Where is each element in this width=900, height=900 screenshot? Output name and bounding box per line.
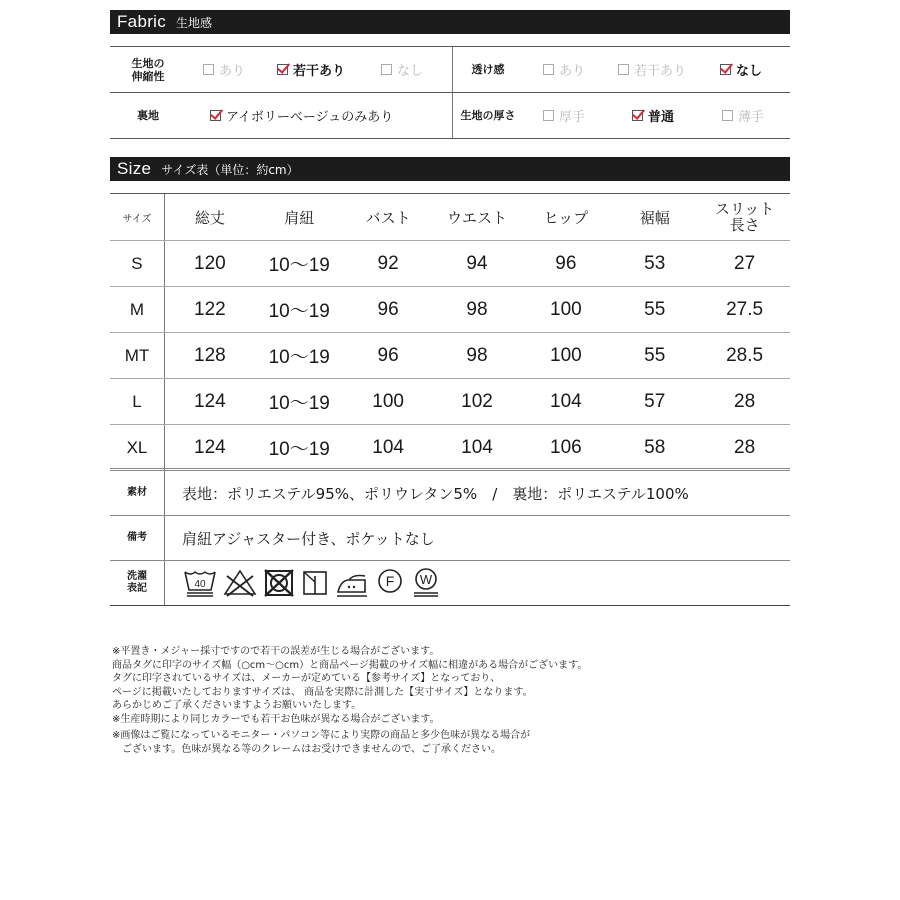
measurement-cell: 96 (555, 252, 577, 274)
iron-low-icon (335, 568, 369, 598)
measurement-cell: 10〜19 (268, 393, 330, 414)
checked-checkbox-icon (720, 64, 731, 75)
measurement-cell: 96 (377, 344, 399, 366)
measurement-cell: 122 (194, 298, 226, 320)
fabric-subtitle: 生地感 (176, 15, 213, 30)
table-row (110, 333, 790, 379)
fabric-row (110, 47, 790, 93)
note-line: あらかじめご了承くださいますようお願いいたします。 (112, 700, 362, 711)
lining-option (210, 93, 393, 138)
note-line: ※生産時期により同じカラーでも若干お色味が異なる場合がございます。 (112, 713, 440, 725)
fabric-row (110, 93, 790, 139)
fabric-table (110, 46, 790, 139)
measurement-cell: 104 (461, 436, 493, 458)
table-row (110, 379, 790, 425)
measurement-cell: 128 (194, 344, 226, 366)
note-line: ページに掲載いたしておりますサイズは、 商品を実際に計測した【実寸サイズ】となります。 (112, 686, 533, 698)
measurement-cell: 10〜19 (268, 439, 330, 460)
table-row (110, 287, 790, 333)
measurement-cell: 58 (644, 436, 666, 458)
remarks-label: 備考 (110, 516, 165, 560)
fabric-title: Fabric (117, 12, 167, 31)
header-strap: 肩紐 (284, 208, 315, 227)
option-label: 若干あり (293, 64, 346, 79)
size-label-cell: MT (110, 333, 165, 378)
header-slit-length: スリット 長さ (714, 200, 775, 234)
no-bleach-icon (223, 568, 257, 598)
note-line: ※平置き・メジャー採寸ですので若干の誤差が生じる場合がございます。 (112, 646, 440, 657)
header-hip: ヒップ (543, 208, 589, 227)
info-table (110, 468, 790, 606)
wet-clean-w-icon (411, 567, 441, 599)
measurement-cell: 28 (734, 390, 756, 412)
size-table-header (110, 194, 790, 241)
checkbox-icon (381, 64, 392, 75)
measurement-cell: 100 (550, 344, 582, 366)
measurement-cell: 10〜19 (268, 347, 330, 368)
header-bust: バスト (365, 208, 411, 227)
measurement-cell: 104 (372, 436, 404, 458)
stretch-option-none-yes (203, 47, 245, 92)
measurement-cell: 100 (550, 298, 582, 320)
no-tumble-dry-icon (263, 568, 295, 598)
lining-label: 裏地 (137, 109, 159, 122)
material-label: 素材 (110, 471, 165, 515)
care-row (110, 561, 790, 606)
option-label: なし (397, 64, 424, 79)
measurement-cell: 98 (466, 344, 488, 366)
measurement-cell: 94 (466, 252, 488, 274)
stretch-option-slight (277, 47, 345, 92)
checkbox-icon (543, 110, 554, 121)
measurement-cell: 27.5 (726, 298, 764, 320)
option-label: なし (736, 64, 763, 79)
sheer-option-slight (618, 47, 686, 92)
material-row (110, 471, 790, 516)
care-label: 洗濯 表記 (110, 561, 165, 605)
table-row (110, 241, 790, 287)
size-header-bar (110, 157, 790, 181)
thickness-option-thin (722, 93, 764, 138)
header-hem-width: 裾幅 (639, 208, 670, 227)
checked-checkbox-icon (210, 110, 221, 121)
note-line: タグに印字されているサイズは、メーカーが定めている【参考サイズ】となっており、 (112, 673, 501, 684)
notes (112, 645, 792, 756)
note-line: ございます。色味が異なる等のクレームはお受けできませんので、ご了承ください。 (122, 743, 501, 755)
checkbox-icon (543, 64, 554, 75)
measurement-cell: 10〜19 (268, 255, 330, 276)
drip-dry-shade-icon (301, 568, 329, 598)
thickness-label: 生地の厚さ (460, 109, 516, 122)
option-label: 若干あり (634, 64, 687, 79)
checkbox-icon (203, 64, 214, 75)
checkbox-icon (722, 110, 733, 121)
measurement-cell: 92 (377, 252, 399, 274)
wash-40-icon (183, 568, 217, 598)
size-label-cell: S (110, 241, 165, 286)
checked-checkbox-icon (277, 64, 288, 75)
fabric-header-bar (110, 10, 790, 34)
measurement-cell: 10〜19 (268, 301, 330, 322)
option-label: 厚手 (559, 110, 586, 125)
material-value: 表地：ポリエステル95%、ポリウレタン5% / 裏地：ポリエステル100% (182, 484, 689, 503)
size-label-cell: M (110, 287, 165, 332)
sheer-option-yes (543, 47, 585, 92)
measurement-cell: 124 (194, 390, 226, 412)
note-line: ※画像はご覧になっているモニター・パソコン等により実際の商品と多少色味が異なる場合が (112, 730, 531, 741)
measurement-cell: 100 (372, 390, 404, 412)
wash-temp-text: 40 (194, 579, 206, 590)
measurement-cell: 55 (644, 344, 666, 366)
measurement-cell: 55 (644, 298, 666, 320)
checkbox-icon (618, 64, 629, 75)
note-line: 商品タグに印字のサイズ幅（○cm〜○cm）と商品ページ掲載のサイズ幅に相違がある場合がございます。 (112, 659, 588, 671)
option-label: 薄手 (738, 110, 765, 125)
measurement-cell: 124 (194, 436, 226, 458)
sheer-option-none (720, 47, 762, 92)
size-subtitle: サイズ表（単位：約cm） (161, 162, 299, 177)
option-label: アイボリーベージュのみあり (226, 110, 394, 125)
table-row (110, 425, 790, 471)
measurement-cell: 120 (194, 252, 226, 274)
dry-clean-f-icon (375, 568, 405, 598)
header-waist: ウエスト (446, 208, 507, 227)
measurement-cell: 57 (644, 390, 666, 412)
option-label: 普通 (648, 110, 675, 125)
option-label: あり (219, 64, 246, 79)
measurement-cell: 96 (377, 298, 399, 320)
measurement-cell: 106 (550, 436, 582, 458)
size-title: Size (117, 159, 152, 178)
care-icons (165, 567, 441, 599)
size-label-cell: L (110, 379, 165, 424)
measurement-cell: 98 (466, 298, 488, 320)
thickness-option-thick (543, 93, 585, 138)
measurement-cell: 102 (461, 390, 493, 412)
dry-clean-letter: F (385, 573, 395, 589)
option-label: あり (559, 64, 586, 79)
measurement-cell: 28 (734, 436, 756, 458)
size-label-cell: XL (110, 425, 165, 470)
remarks-value: 肩紐アジャスター付き、ポケットなし (182, 529, 435, 548)
size-table (110, 193, 790, 471)
stretch-label: 生地の 伸縮性 (131, 56, 165, 83)
sheerness-label: 透け感 (471, 63, 505, 76)
wet-clean-letter: W (419, 572, 433, 587)
remarks-row (110, 516, 790, 561)
stretch-option-none (381, 47, 423, 92)
header-length: 総丈 (194, 208, 225, 227)
checked-checkbox-icon (632, 110, 643, 121)
measurement-cell: 27 (734, 252, 756, 274)
thickness-option-normal (632, 93, 674, 138)
measurement-cell: 104 (550, 390, 582, 412)
measurement-cell: 53 (644, 252, 666, 274)
measurement-cell: 28.5 (726, 344, 764, 366)
header-size: サイズ (110, 194, 165, 240)
